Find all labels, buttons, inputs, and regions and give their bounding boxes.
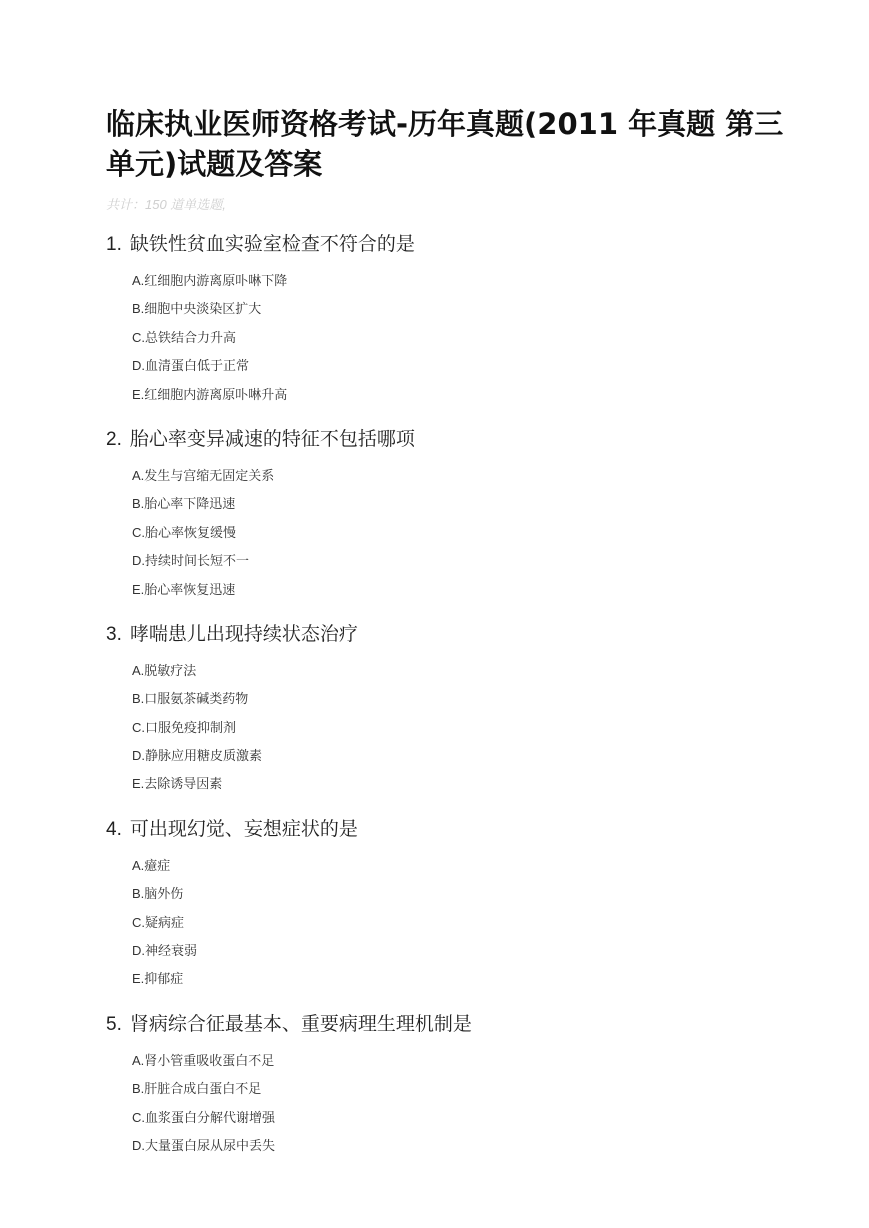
option-text: 抑郁症 — [144, 972, 184, 988]
option-letter: E. — [132, 971, 145, 987]
question-stem — [106, 231, 786, 258]
answer-option — [132, 1132, 786, 1160]
option-letter: A. — [132, 857, 145, 873]
option-text: 癔症 — [144, 858, 171, 874]
option-text: 口服免疫抑制剂 — [145, 720, 237, 736]
question-item — [106, 231, 786, 409]
option-letter: D. — [132, 943, 145, 959]
answer-option — [132, 909, 786, 937]
option-letter: B. — [132, 301, 145, 317]
answer-option — [132, 295, 786, 323]
question-number: 1. — [106, 234, 122, 255]
option-letter: C. — [132, 329, 145, 345]
option-text: 胎心率恢复缓慢 — [145, 525, 237, 541]
answer-option — [132, 714, 786, 742]
document-page — [106, 104, 786, 1160]
answer-option — [132, 1047, 786, 1075]
option-letter: C. — [132, 719, 145, 735]
option-letter: C. — [132, 1109, 145, 1125]
option-letter: D. — [132, 748, 145, 764]
option-letter: C. — [132, 524, 145, 540]
option-text: 发生与宫缩无固定关系 — [144, 468, 275, 484]
option-text: 胎心率恢复迅速 — [144, 582, 236, 598]
option-text: 大量蛋白尿从尿中丢失 — [145, 1138, 276, 1154]
option-text: 肝脏合成白蛋白不足 — [144, 1082, 262, 1098]
answer-option — [132, 547, 786, 575]
option-list — [106, 852, 786, 994]
option-letter: B. — [132, 496, 145, 512]
question-number: 4. — [106, 818, 122, 840]
option-text: 脑外伤 — [144, 887, 184, 903]
answer-option — [132, 324, 786, 352]
question-item — [106, 1011, 786, 1161]
option-text: 红细胞内游离原卟啉升高 — [144, 387, 288, 403]
question-text: 肾病综合征最基本、重要病理生理机制是 — [129, 1012, 472, 1035]
question-item — [106, 816, 786, 994]
answer-option — [132, 965, 786, 993]
document-title: 临床执业医师资格考试-历年真题(2011 年真题 第三单元)试题及答案 — [106, 107, 784, 181]
option-text: 疑病症 — [145, 915, 185, 931]
option-list — [106, 267, 786, 409]
option-letter: A. — [132, 1052, 145, 1068]
question-stem — [106, 426, 786, 453]
answer-option — [132, 685, 786, 713]
answer-option — [132, 267, 786, 295]
answer-option — [132, 880, 786, 908]
option-text: 口服氨茶碱类药物 — [144, 692, 249, 708]
question-text: 胎心率变异减速的特征不包括哪项 — [129, 427, 415, 450]
question-stem — [106, 816, 786, 843]
option-letter: E. — [132, 386, 145, 402]
option-text: 持续时间长短不一 — [145, 554, 250, 570]
question-stem — [106, 1011, 786, 1038]
option-list — [106, 657, 786, 799]
answer-option — [132, 742, 786, 770]
question-item — [106, 621, 786, 799]
option-text: 总铁结合力升高 — [145, 330, 237, 346]
option-letter: B. — [132, 691, 145, 707]
question-text: 可出现幻觉、妄想症状的是 — [129, 817, 358, 840]
question-stem — [106, 621, 786, 648]
answer-option — [132, 490, 786, 518]
option-text: 去除诱导因素 — [144, 777, 223, 793]
question-item — [106, 426, 786, 604]
option-letter: E. — [132, 776, 145, 792]
question-count-summary: 共计：150 道单选题, — [106, 197, 226, 212]
answer-option — [132, 657, 786, 685]
question-number: 2. — [106, 428, 122, 450]
question-text: 缺铁性贫血实验室检查不符合的是 — [129, 233, 415, 255]
answer-option — [132, 381, 786, 409]
option-text: 肾小管重吸收蛋白不足 — [144, 1053, 275, 1069]
option-letter: D. — [132, 1137, 145, 1153]
option-letter: E. — [132, 581, 145, 597]
answer-option — [132, 937, 786, 965]
question-list — [106, 231, 786, 1160]
option-text: 神经衰弱 — [145, 944, 198, 960]
option-letter: C. — [132, 914, 145, 930]
option-list — [106, 462, 786, 604]
option-letter: A. — [132, 662, 145, 678]
option-text: 血浆蛋白分解代谢增强 — [145, 1110, 276, 1126]
answer-option — [132, 770, 786, 798]
option-text: 细胞中央淡染区扩大 — [144, 302, 262, 318]
option-letter: D. — [132, 553, 145, 569]
option-text: 脱敏疗法 — [144, 663, 197, 679]
option-list — [106, 1047, 786, 1161]
question-number: 3. — [106, 623, 122, 645]
option-text: 静脉应用糖皮质激素 — [145, 749, 263, 765]
answer-option — [132, 1075, 786, 1103]
option-text: 胎心率下降迅速 — [144, 497, 236, 513]
question-text: 哮喘患儿出现持续状态治疗 — [129, 622, 358, 645]
answer-option — [132, 462, 786, 490]
option-letter: B. — [132, 886, 145, 902]
answer-option — [132, 1104, 786, 1132]
option-letter: B. — [132, 1081, 145, 1097]
option-letter: A. — [132, 273, 145, 288]
answer-option — [132, 576, 786, 604]
answer-option — [132, 519, 786, 547]
option-text: 血清蛋白低于正常 — [145, 359, 250, 375]
answer-option — [132, 852, 786, 880]
option-text: 红细胞内游离原卟啉下降 — [144, 274, 288, 289]
option-letter: A. — [132, 467, 145, 483]
question-number: 5. — [106, 1013, 122, 1035]
option-letter: D. — [132, 358, 145, 374]
answer-option — [132, 352, 786, 380]
